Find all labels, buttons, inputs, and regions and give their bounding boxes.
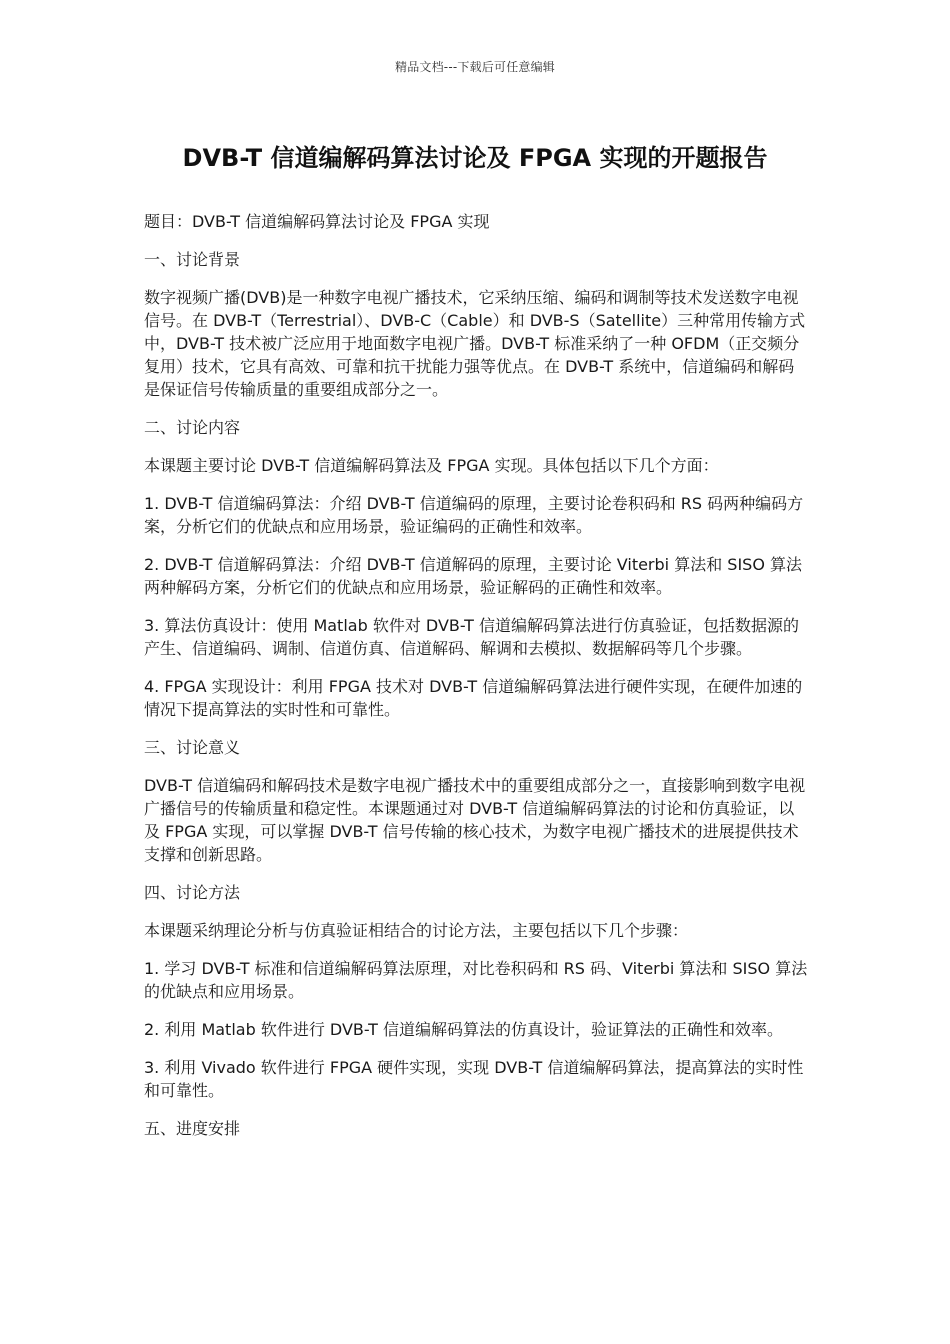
section-heading-content: 二、讨论内容 [144,418,241,437]
method-item-3: 3. 利用 Vivado 软件进行 FPGA 硬件实现，实现 DVB-T 信道编解码算法，提高算法的实时性和可靠性。 [144,1058,804,1100]
header-note: 精品文档---下载后可任意编辑 [395,60,555,74]
content-item-1: 1. DVB-T 信道编码算法：介绍 DVB-T 信道编码的原理，主要讨论卷积码和 RS 码两种编码方案，分析它们的优缺点和应用场景，验证编码的正确性和效率。 [144,494,804,536]
document-title: DVB-T 信道编解码算法讨论及 FPGA 实现的开题报告 [182,144,768,172]
content-item-3: 3. 算法仿真设计：使用 Matlab 软件对 DVB-T 信道编解码算法进行仿真验证，包括数据源的产生、信道编码、调制、信道仿真、信道解码、解调和去模拟、数据解码等几个步骤。 [144,616,800,658]
significance-paragraph: DVB-T 信道编码和解码技术是数字电视广播技术中的重要组成部分之一，直接影响到数字电视广播信号的传输质量和稳定性。本课题通过对 DVB-T 信道编解码算法的讨论和仿真验证，以及 FPGA 实现，可以掌握 DVB-T 信号传输的核心技术，为数字电视广播技术的进展提供技术支撑和创新思路。 [144,776,806,864]
section-heading-schedule: 五、进度安排 [144,1119,241,1138]
section-heading-method: 四、讨论方法 [144,883,241,902]
document-body [144,210,808,1155]
content-item-2: 2. DVB-T 信道解码算法：介绍 DVB-T 信道解码的原理，主要讨论 Viterbi 算法和 SISO 算法两种解码方案，分析它们的优缺点和应用场景，验证解码的正确性和效率。 [144,555,802,597]
method-item-1: 1. 学习 DVB-T 标准和信道编解码算法原理，对比卷积码和 RS 码、Viterbi 算法和 SISO 算法的优缺点和应用场景。 [144,959,808,1001]
section-heading-background: 一、讨论背景 [144,250,241,269]
background-paragraph: 数字视频广播(DVB)是一种数字电视广播技术，它采纳压缩、编码和调制等技术发送数字电视信号。在 DVB-T（Terrestrial）、DVB-C（Cable）和 DVB-S（Satellite）三种常用传输方式中，DVB-T 技术被广泛应用于地面数字电视广播。DVB-T 标准采纳了一种 OFDM（正交频分复用）技术，它具有高效、可靠和抗干扰能力强等优点。在 DVB-T 系统中，信道编码和解码是保证信号传输质量的重要组成部分之一。 [144,288,806,399]
topic-line: 题目：DVB-T 信道编解码算法讨论及 FPGA 实现 [144,212,490,231]
section-heading-significance: 三、讨论意义 [144,738,241,757]
content-intro-paragraph: 本课题主要讨论 DVB-T 信道编解码算法及 FPGA 实现。具体包括以下几个方面： [144,456,719,475]
content-item-4: 4. FPGA 实现设计：利用 FPGA 技术对 DVB-T 信道编解码算法进行硬件实现，在硬件加速的情况下提高算法的实时性和可靠性。 [144,677,803,719]
method-intro-paragraph: 本课题采纳理论分析与仿真验证相结合的讨论方法，主要包括以下几个步骤： [144,921,689,940]
method-item-2: 2. 利用 Matlab 软件进行 DVB-T 信道编解码算法的仿真设计，验证算法的正确性和效率。 [144,1020,784,1039]
